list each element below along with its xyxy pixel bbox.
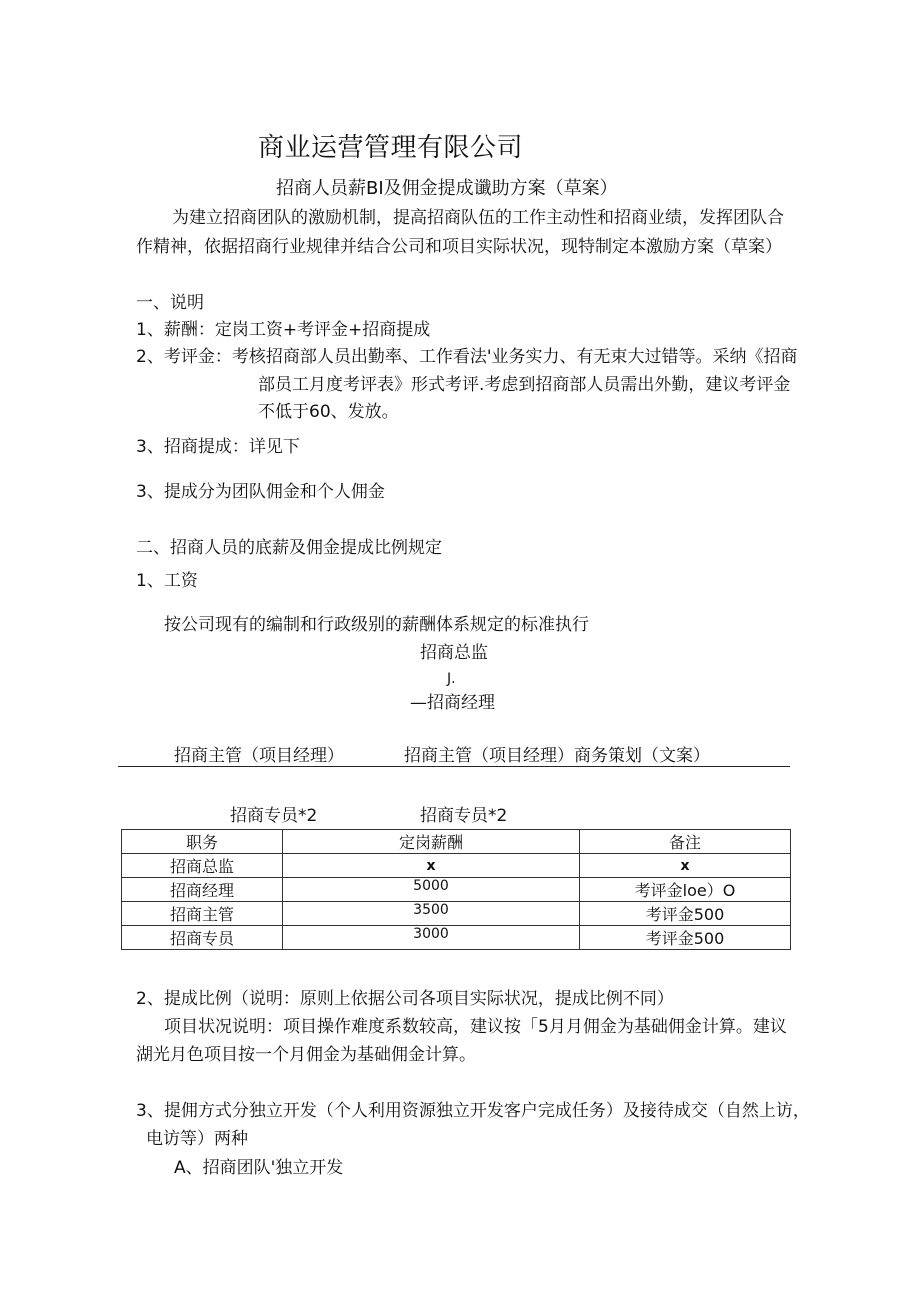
sub-1-wage: 1、工资 <box>136 571 198 591</box>
org-supervisor-right: 招商主管（项目经理）商务策划（文案） <box>404 746 710 766</box>
org-director: 招商总监 <box>420 643 488 663</box>
org-connector: J. <box>447 671 456 687</box>
section-2-heading: 二、招商人员的底薪及佣金提成比例规定 <box>136 538 442 558</box>
item-3-commission: 3、招商提成：详见下 <box>136 437 300 457</box>
table-header-row <box>122 830 791 854</box>
cell-remark: 考评金500 <box>580 926 791 950</box>
header-remarks: 备注 <box>580 830 791 854</box>
item-1-salary: 1、薪酬：定岗工资+考评金+招商提成 <box>136 320 431 340</box>
cell-position: 招商经理 <box>122 878 283 902</box>
table-row <box>122 878 791 902</box>
intro-paragraph-line-2: 作精神，依据招商行业规律并结合公司和项目实际状况，现特制定本激励方案（草案） <box>136 237 782 257</box>
wage-description: 按公司现有的编制和行政级别的薪酬体系规定的标准执行 <box>164 615 589 635</box>
document-title: 招商人员薪BI及佣金提成谶助方案（草案） <box>276 178 618 199</box>
cell-salary: 5000 <box>283 878 580 902</box>
org-manager: —招商经理 <box>410 693 495 713</box>
cell-salary: x <box>283 854 580 878</box>
project-note-line-1: 项目状况说明：项目操作难度系数较高，建议按「5月月佣金为基础佣金计算。建议 <box>164 1017 787 1037</box>
cell-remark: x <box>580 854 791 878</box>
org-divider <box>118 766 790 767</box>
cell-position: 招商总监 <box>122 854 283 878</box>
table-row <box>122 926 791 950</box>
sub-3-line-1: 3、提佣方式分独立开发（个人利用资源独立开发客户完成任务）及接待成交（自然上访， <box>136 1101 810 1121</box>
org-specialist-left: 招商专员*2 <box>230 806 318 826</box>
cell-remark: 考评金500 <box>580 902 791 926</box>
item-2-line-2: 部员工月度考评表》形式考评.考虑到招商部人员需出外勤，建议考评金 <box>258 375 791 395</box>
section-1-heading: 一、说明 <box>136 293 204 313</box>
table-row <box>122 854 791 878</box>
table-row <box>122 902 791 926</box>
cell-remark: 考评金loe）O <box>580 878 791 902</box>
org-specialist-right: 招商专员*2 <box>420 806 508 826</box>
project-note-line-2: 湖光月色项目按一个月佣金为基础佣金计算。 <box>136 1045 476 1065</box>
sub-3-option-a: A、招商团队'独立开发 <box>174 1158 344 1178</box>
salary-table <box>121 829 791 950</box>
sub-2-commission-ratio: 2、提成比例（说明：原则上依据公司各项目实际状况，提成比例不同） <box>136 989 674 1009</box>
header-base-salary: 定岗薪酬 <box>283 830 580 854</box>
cell-salary: 3500 <box>283 902 580 926</box>
cell-salary: 3000 <box>283 926 580 950</box>
intro-paragraph-line-1: 为建立招商团队的激励机制，提高招商队伍的工作主动性和招商业绩，发挥团队合 <box>172 208 784 228</box>
item-2-line-1: 2、考评金：考核招商部人员出勤率、工作看法'业务实力、有无束大过错等。采纳《招商 <box>136 347 798 367</box>
cell-position: 招商专员 <box>122 926 283 950</box>
item-2-line-3: 不低于60、发放。 <box>258 402 399 422</box>
company-name: 商业运营管理有限公司 <box>258 133 524 163</box>
header-position: 职务 <box>122 830 283 854</box>
cell-position: 招商主管 <box>122 902 283 926</box>
sub-3-line-2: 电访等）两种 <box>146 1129 248 1149</box>
org-supervisor-left: 招商主管（项目经理） <box>174 746 344 766</box>
item-4-commission-types: 3、提成分为团队佣金和个人佣金 <box>136 482 385 502</box>
